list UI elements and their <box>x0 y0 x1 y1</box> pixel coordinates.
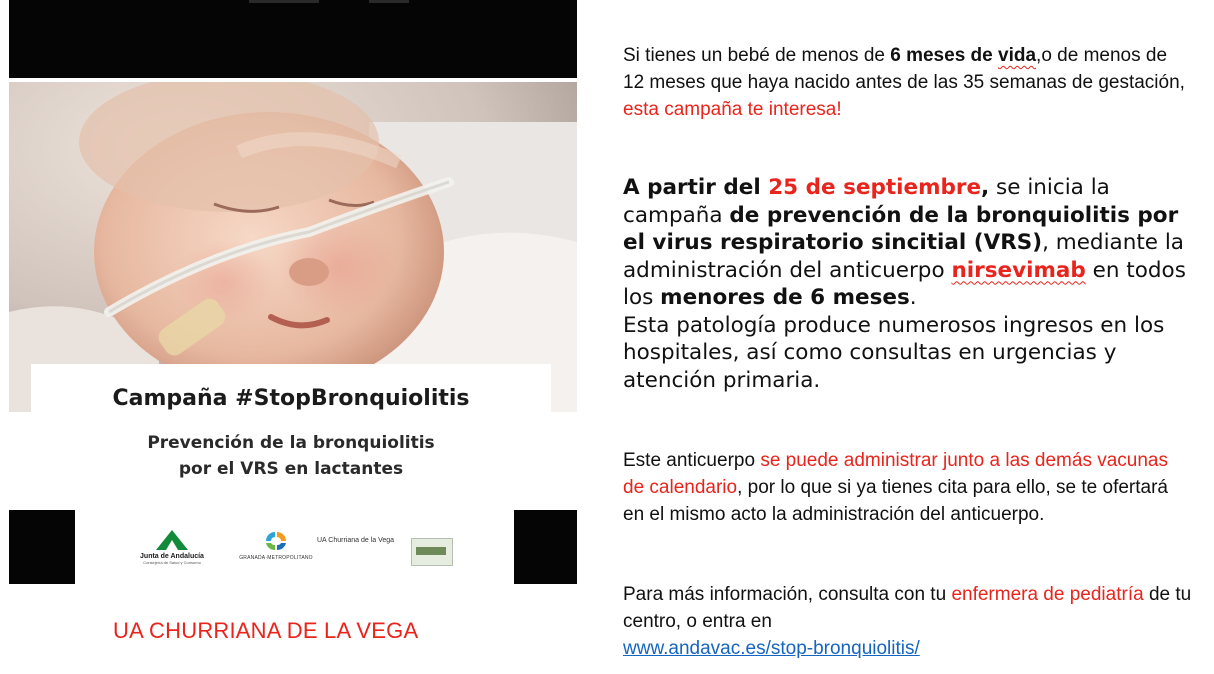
card-subtitle <box>31 430 551 482</box>
intro-paragraph <box>623 42 1193 123</box>
granada-metropolitano-icon <box>263 530 289 552</box>
p2-nirsevimab: nirsevimab <box>951 257 1086 283</box>
card-subtitle-line-2: por el VRS en lactantes <box>178 459 404 479</box>
p2-bold-start: A partir del <box>623 175 769 200</box>
andavac-link[interactable]: www.andavac.es/stop-bronquiolitis/ <box>623 638 920 659</box>
ua-label: UA CHURRIANA DE LA VEGA <box>113 618 419 643</box>
p2-pathology-text: Esta patología produce numerosos ingresos en los hospitales, así como consultas en urgencias y atención primaria. <box>623 312 1165 393</box>
campaign-card <box>31 364 551 504</box>
p1-comma: , <box>1036 45 1042 66</box>
campaign-paragraph <box>623 174 1193 394</box>
junta-andalucia-logo <box>127 528 217 572</box>
p2-date: 25 de septiembre <box>768 175 982 200</box>
black-block-left <box>9 510 75 584</box>
granada-metropolitano-logo <box>235 530 317 570</box>
ua-churriana-logo-text: UA Churriana de la Vega <box>317 537 395 544</box>
junta-name: Junta de Andalucía <box>140 553 204 560</box>
granada-name: GRANADA·METROPOLITANO <box>239 555 313 561</box>
more-info-paragraph <box>623 581 1193 662</box>
logo-strip <box>119 524 469 574</box>
p4-red-nurse: enfermera de pediatría <box>951 584 1144 605</box>
antibody-paragraph <box>623 447 1193 528</box>
p1-bold-age: 6 meses de <box>890 45 998 66</box>
p3-red-highlight: se puede administrar junto a las demás vacunas de calendario <box>623 450 1168 498</box>
p2-period: . <box>909 285 917 310</box>
p1-bold-vida: vida <box>998 45 1037 66</box>
campaign-poster <box>9 0 577 584</box>
p2-bold-menores: menores de 6 meses <box>660 285 910 310</box>
top-black-bar <box>9 0 577 78</box>
p2-comma: , <box>981 175 990 200</box>
junta-subtext: Consejería de Salud y Consumo <box>143 560 201 565</box>
black-block-right <box>514 510 577 584</box>
p1-text-a: Si tienes un bebé de menos de <box>623 45 891 66</box>
center-photo-logo <box>411 538 453 566</box>
baby-photo <box>9 82 577 412</box>
p3-text-a: Este anticuerpo <box>623 450 761 471</box>
p4-text-a: Para más información, consulta con tu <box>623 584 952 605</box>
p4-text-c: de tu centro, o entra en <box>623 584 1192 632</box>
p2-text-f: , mediante la administración del anticuerpo <box>623 230 1184 283</box>
p1-red-highlight: esta campaña te interesa! <box>623 99 842 120</box>
junta-andalucia-icon <box>152 528 192 552</box>
p1-text-e: o de menos de 12 meses que haya nacido antes de las 35 semanas de gestación, <box>623 45 1185 93</box>
p2-text-d: se inicia la campaña <box>623 175 1110 228</box>
card-title: Campaña #StopBronquiolitis <box>112 386 470 411</box>
card-subtitle-line-1: Prevención de la bronquiolitis <box>147 433 435 453</box>
p2-text-h: en todos los <box>623 257 1186 310</box>
p3-text-c: , por lo que si ya tienes cita para ello, se te ofertará en el mismo acto la administración del anticuerpo. <box>623 477 1168 525</box>
p2-bold-prevention: de prevención de la bronquiolitis por el virus respiratorio sincitial (VRS) <box>623 202 1179 255</box>
